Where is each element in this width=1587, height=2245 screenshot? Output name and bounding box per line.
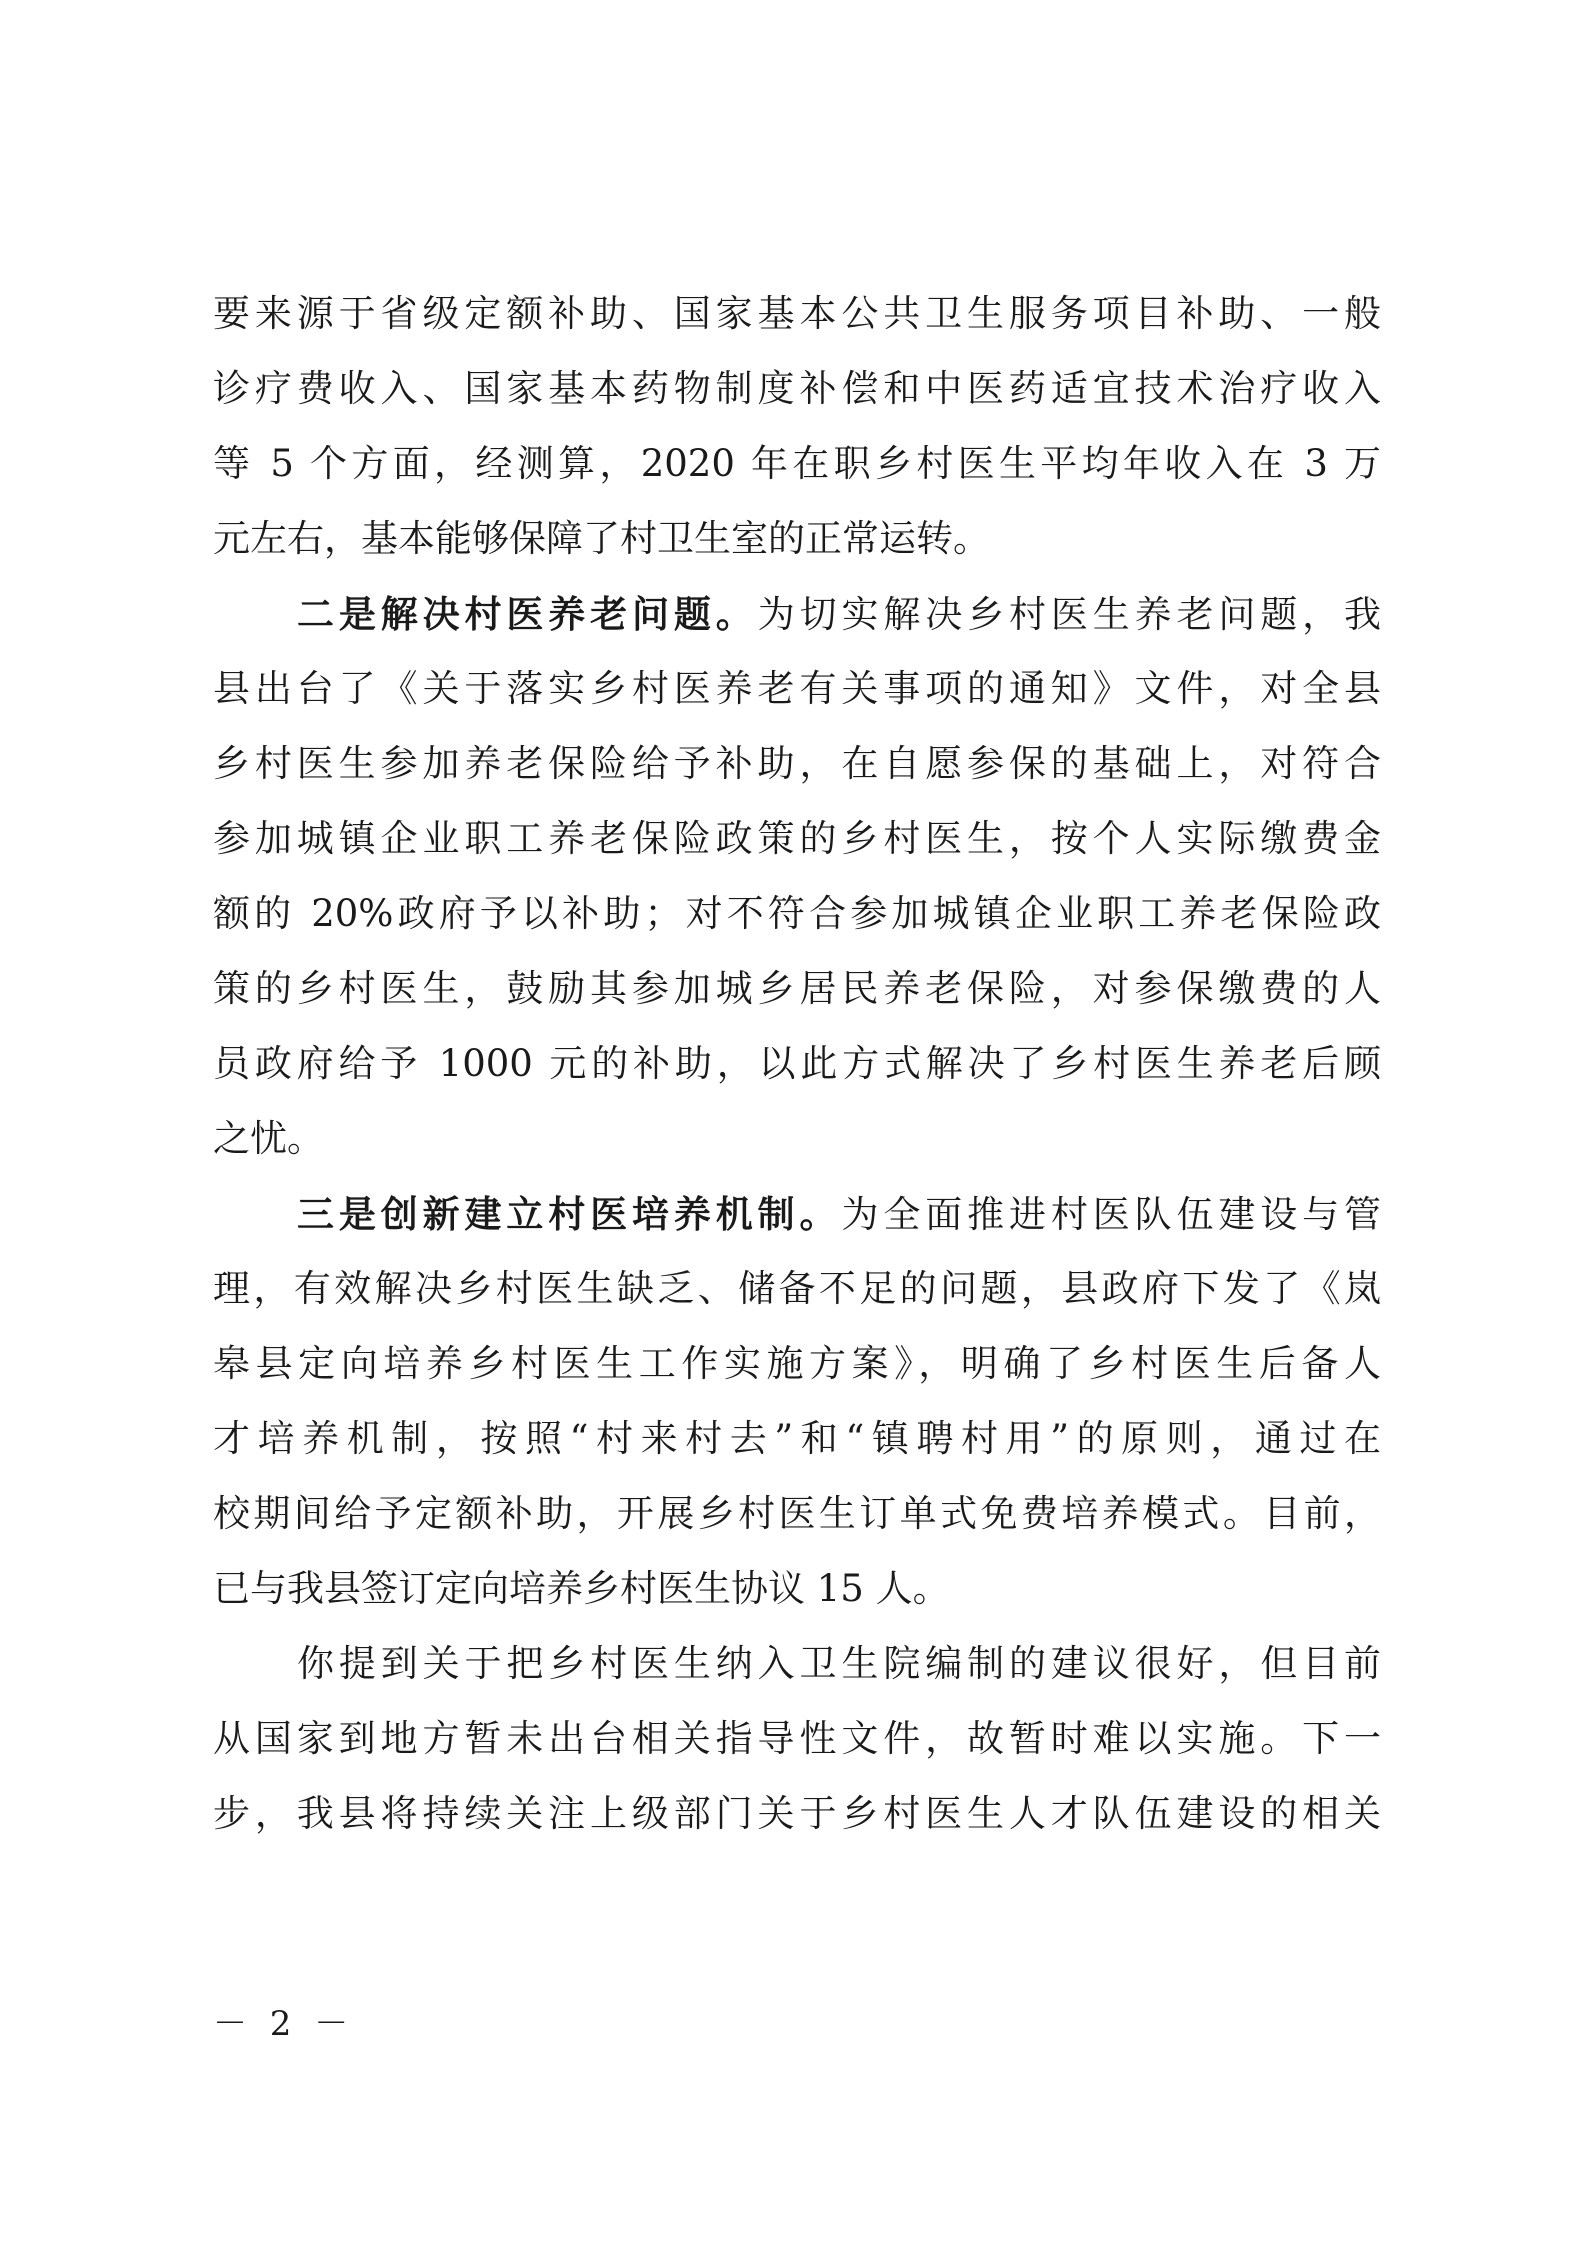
- paragraph-first-line: [297, 1192, 1381, 1236]
- text-line: 校期间给予定额补助，开展乡村医生订单式免费培养模式。目前，: [213, 1492, 1381, 1535]
- text-line: 诊疗费收入、国家基本药物制度补偿和中医药适宜技术治疗收入: [213, 367, 1381, 410]
- text-line: 之忧。: [213, 1117, 324, 1160]
- paragraph-first-line: [297, 592, 1381, 636]
- paragraph-first-line: 你提到关于把乡村医生纳入卫生院编制的建议很好，但目前: [297, 1642, 1381, 1685]
- text-run: 为全面推进村医队伍建设与管: [841, 1193, 1382, 1236]
- text-line: 县出台了《关于落实乡村医养老有关事项的通知》文件，对全县: [213, 667, 1381, 710]
- text-line: 元左右，基本能够保障了村卫生室的正常运转。: [213, 517, 990, 560]
- text-line: 理，有效解决乡村医生缺乏、储备不足的问题，县政府下发了《岚: [213, 1267, 1381, 1310]
- text-line: 从国家到地方暂未出台相关指导性文件，故暂时难以实施。下一: [213, 1717, 1381, 1760]
- text-line: 等 5 个方面，经测算，2020 年在职乡村医生平均年收入在 3 万: [213, 442, 1381, 485]
- text-line: 额的 20%政府予以补助；对不符合参加城镇企业职工养老保险政: [213, 892, 1381, 935]
- section-lead-heading: 三是创新建立村医培养机制。: [297, 1192, 842, 1236]
- text-line: 已与我县签订定向培养乡村医生协议 15 人。: [213, 1567, 950, 1610]
- text-run: 为切实解决乡村医生养老问题，我: [757, 593, 1382, 636]
- text-line: 参加城镇企业职工养老保险政策的乡村医生，按个人实际缴费金: [213, 817, 1381, 860]
- text-line: 乡村医生参加养老保险给予补助，在自愿参保的基础上，对符合: [213, 742, 1381, 785]
- text-line: 要来源于省级定额补助、国家基本公共卫生服务项目补助、一般: [213, 292, 1381, 335]
- text-line: 策的乡村医生，鼓励其参加城乡居民养老保险，对参保缴费的人: [213, 967, 1381, 1010]
- text-line: 员政府给予 1000 元的补助，以此方式解决了乡村医生养老后顾: [213, 1042, 1381, 1085]
- text-line: 皋县定向培养乡村医生工作实施方案》，明确了乡村医生后备人: [213, 1342, 1381, 1385]
- page-number: － 2 －: [213, 2004, 355, 2044]
- text-line: 步，我县将持续关注上级部门关于乡村医生人才队伍建设的相关: [213, 1792, 1381, 1835]
- text-line: 才培养机制，按照“村来村去”和“镇聘村用”的原则，通过在: [213, 1417, 1381, 1460]
- section-lead-heading: 二是解决村医养老问题。: [297, 592, 758, 636]
